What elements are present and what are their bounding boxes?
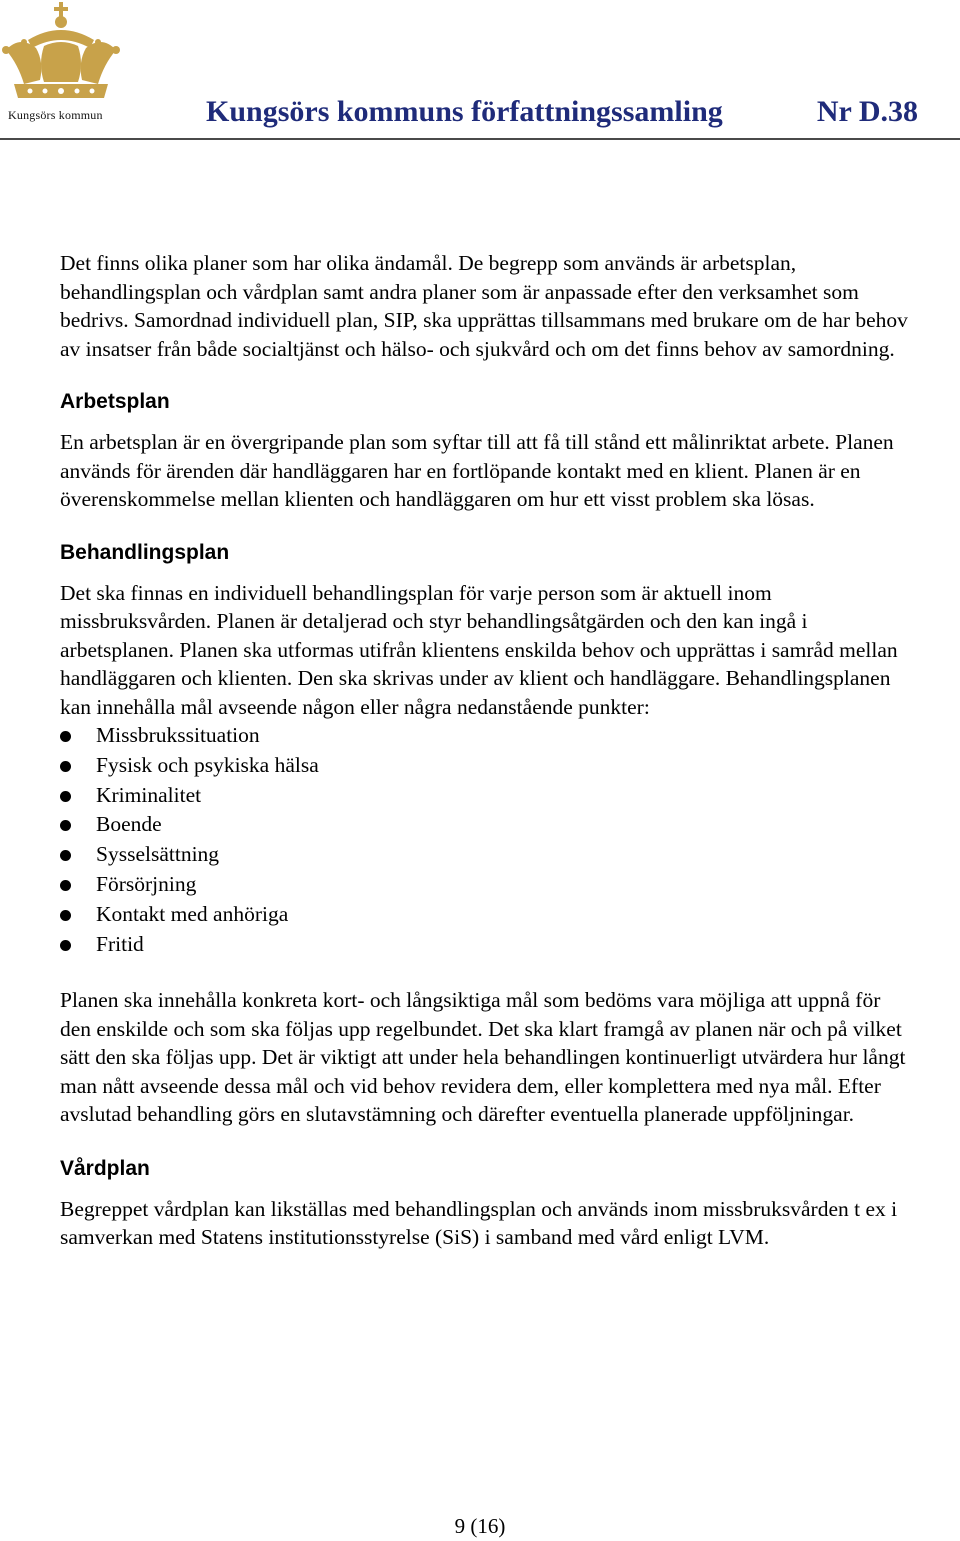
list-item-label: Försörjning (96, 871, 197, 896)
bullet-icon (60, 940, 71, 951)
list-item-label: Kontakt med anhöriga (96, 901, 289, 926)
list-item (60, 930, 910, 960)
bullet-icon (60, 761, 71, 772)
header-divider (0, 138, 960, 140)
paragraph-vardplan: Begreppet vårdplan kan likställas med behandlingsplan och används inom missbruksvården t ex i samverkan med Statens institutionsstyrelse (SiS) i samband med vård enligt LVM. (60, 1196, 898, 1250)
list-item-label: Fritid (96, 931, 144, 956)
paragraph-behandlingsplan: Det ska finnas en individuell behandlingsplan för varje person som är aktuell inom missbruksvården. Planen är detaljerad och styr behandlingsåtgärden och den kan ingå i arbetsplanen. Planen ska utformas utifrån klientens enskilda behov och upprättas i samråd mellan handläggaren och klienten. Den ska skrivas under av klient och handläggare. Behandlingsplanen kan innehålla mål avseende någon eller några nedanstående punkter: (60, 580, 898, 719)
list-item (60, 840, 910, 870)
bullet-list (60, 721, 910, 959)
heading-arbetsplan: Arbetsplan (60, 390, 170, 413)
list-item-label: Fysisk och psykiska hälsa (96, 752, 319, 777)
list-item-label: Missbrukssituation (96, 723, 260, 747)
list-item-label: Sysselsättning (96, 842, 220, 867)
bullet-icon (60, 910, 71, 921)
bullet-icon (60, 880, 71, 891)
bullet-icon (60, 850, 71, 861)
header-number: Nr D.38 (816, 95, 918, 128)
heading-vardplan: Vårdplan (60, 1156, 150, 1180)
list-item (60, 781, 910, 811)
list-item (60, 810, 910, 840)
list-item-label: Kriminalitet (96, 782, 202, 807)
logo-text: Kungsörs kommun (8, 108, 103, 122)
list-item (60, 900, 910, 930)
intro-paragraph: Det finns olika planer som har olika ändamål. De begrepp som används är arbetsplan, behandlingsplan och vårdplan samt andra planer som är anpassade efter den verksamhet som bedrivs. Samordnad individuell plan, SIP, ska upprättas tillsammans med brukare om de har behov av insatser från både socialtjänst och hälso- och sjukvård och om det finns behov av samordning. (60, 251, 908, 361)
heading-behandlingsplan: Behandlingsplan (60, 540, 230, 564)
header-title: Kungsörs kommuns författningssamling (206, 95, 723, 128)
bullet-icon (60, 731, 71, 742)
list-item (60, 721, 910, 751)
list-item (60, 751, 910, 781)
paragraph-planen: Planen ska innehålla konkreta kort- och långsiktiga mål som bedöms vara möjliga att uppnå för den enskilde och som ska följas upp regelbundet. Det ska klart framgå av planen när och på vilket sätt den ska följas upp. Det är viktigt att under hela behandlingen kontinuerligt utvärdera hur långt man nått avseende dessa mål och vid behov revidera dem, eller komplettera med nya mål. Efter avslutad behandling görs en slutavstämning och därefter eventuella planerade uppföljningar. (60, 988, 906, 1127)
crown-logo (0, 0, 125, 125)
page-number: 9 (16) (454, 1514, 506, 1538)
bullet-icon (60, 820, 71, 831)
bullet-icon (60, 791, 71, 802)
document-body (60, 249, 910, 1252)
list-item-label: Boende (96, 812, 162, 837)
list-item (60, 870, 910, 900)
paragraph-arbetsplan: En arbetsplan är en övergripande plan som syftar till att få till stånd ett målinriktat arbete. Planen används för ärenden där handläggaren har en fortlöpande kontakt med en klient. Planen är en överenskommelse mellan klienten och handläggaren om hur ett visst problem ska lösas. (60, 430, 894, 511)
